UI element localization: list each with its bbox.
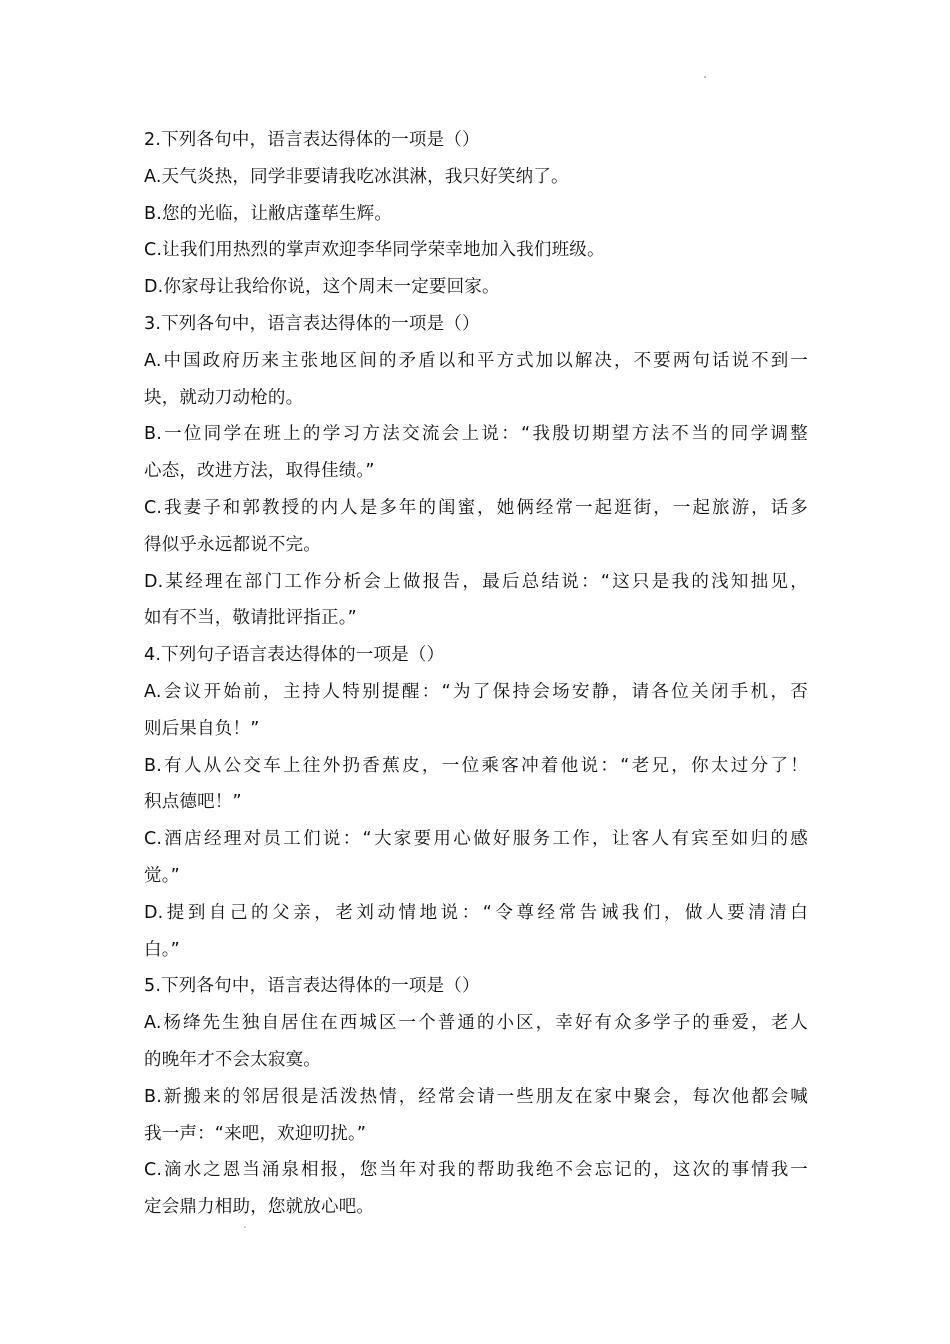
q4-option-d: D.提到自己的父亲，老刘动情地说：“令尊经常告诫我们，做人要清清白 [144,902,808,923]
q5-option-c: C.滴水之恩当涌泉相报，您当年对我的帮助我绝不会忘记的，这次的事情我一 [144,1160,808,1181]
q5-option-a: A.杨绛先生独自居住在西城区一个普通的小区，幸好有众多学子的垂爱，老人 [144,1013,808,1034]
q4-option-c-cont: 觉。” [144,865,180,886]
q3-option-c: C.我妻子和郭教授的内人是多年的闺蜜，她俩经常一起逛街，一起旅游，话多 [144,497,808,518]
q4-option-d-cont: 白。” [144,939,180,960]
question-text [144,122,808,1226]
q3-stem: 3.下列各句中，语言表达得体的一项是（） [144,313,480,334]
q4-option-c: C.酒店经理对员工们说：“大家要用心做好服务工作，让客人有宾至如归的感 [144,829,808,850]
q5-option-c-cont: 定会鼎力相助，您就放心吧。 [144,1197,375,1218]
q3-option-a: A.中国政府历来主张地区间的矛盾以和平方式加以解决，不要两句话说不到一 [144,350,808,371]
q3-option-d: D.某经理在部门工作分析会上做报告，最后总结说：“这只是我的浅知拙见， [144,571,808,592]
q4-stem: 4.下列句子语言表达得体的一项是（） [144,645,445,666]
q3-option-b-cont: 心态，改进方法，取得佳绩。” [144,461,375,482]
scan-dot [244,1226,246,1228]
q4-option-b-cont: 积点德吧！” [144,792,242,813]
q4-option-b: B.有人从公交车上往外扔香蕉皮，一位乘客冲着他说：“老兄，你太过分了！ [144,755,808,776]
q3-option-c-cont: 得似乎永远都说不完。 [144,534,321,555]
q4-option-a-cont: 则后果自负！” [144,718,260,739]
q2-option-a: A.天气炎热，同学非要请我吃冰淇淋，我只好笑纳了。 [144,166,569,187]
q2-stem: 2.下列各句中，语言表达得体的一项是（） [144,130,480,150]
q2-option-d: D.你家母让我给你说，这个周末一定要回家。 [144,277,500,298]
q3-option-b: B.一位同学在班上的学习方法交流会上说：“我殷切期望方法不当的同学调整 [144,424,808,445]
q4-option-a: A.会议开始前，主持人特别提醒：“为了保持会场安静，请各位关闭手机，否 [144,681,808,702]
q5-option-a-cont: 的晚年才不会太寂寞。 [144,1049,321,1070]
q2-option-c: C.让我们用热烈的掌声欢迎李华同学荣幸地加入我们班级。 [144,240,605,261]
q5-stem: 5.下列各句中，语言表达得体的一项是（） [144,976,480,997]
q3-option-d-cont: 如有不当，敬请批评指正。” [144,608,357,629]
q5-option-b-cont: 我一声：“来吧，欢迎叨扰。” [144,1123,367,1144]
q2-option-b: B.您的光临，让敝店蓬荜生辉。 [144,203,393,224]
scan-dot [704,76,706,78]
q5-option-b: B.新搬来的邻居很是活泼热情，经常会请一些朋友在家中聚会，每次他都会喊 [144,1086,808,1107]
q3-option-a-cont: 块，就动刀动枪的。 [144,387,304,408]
